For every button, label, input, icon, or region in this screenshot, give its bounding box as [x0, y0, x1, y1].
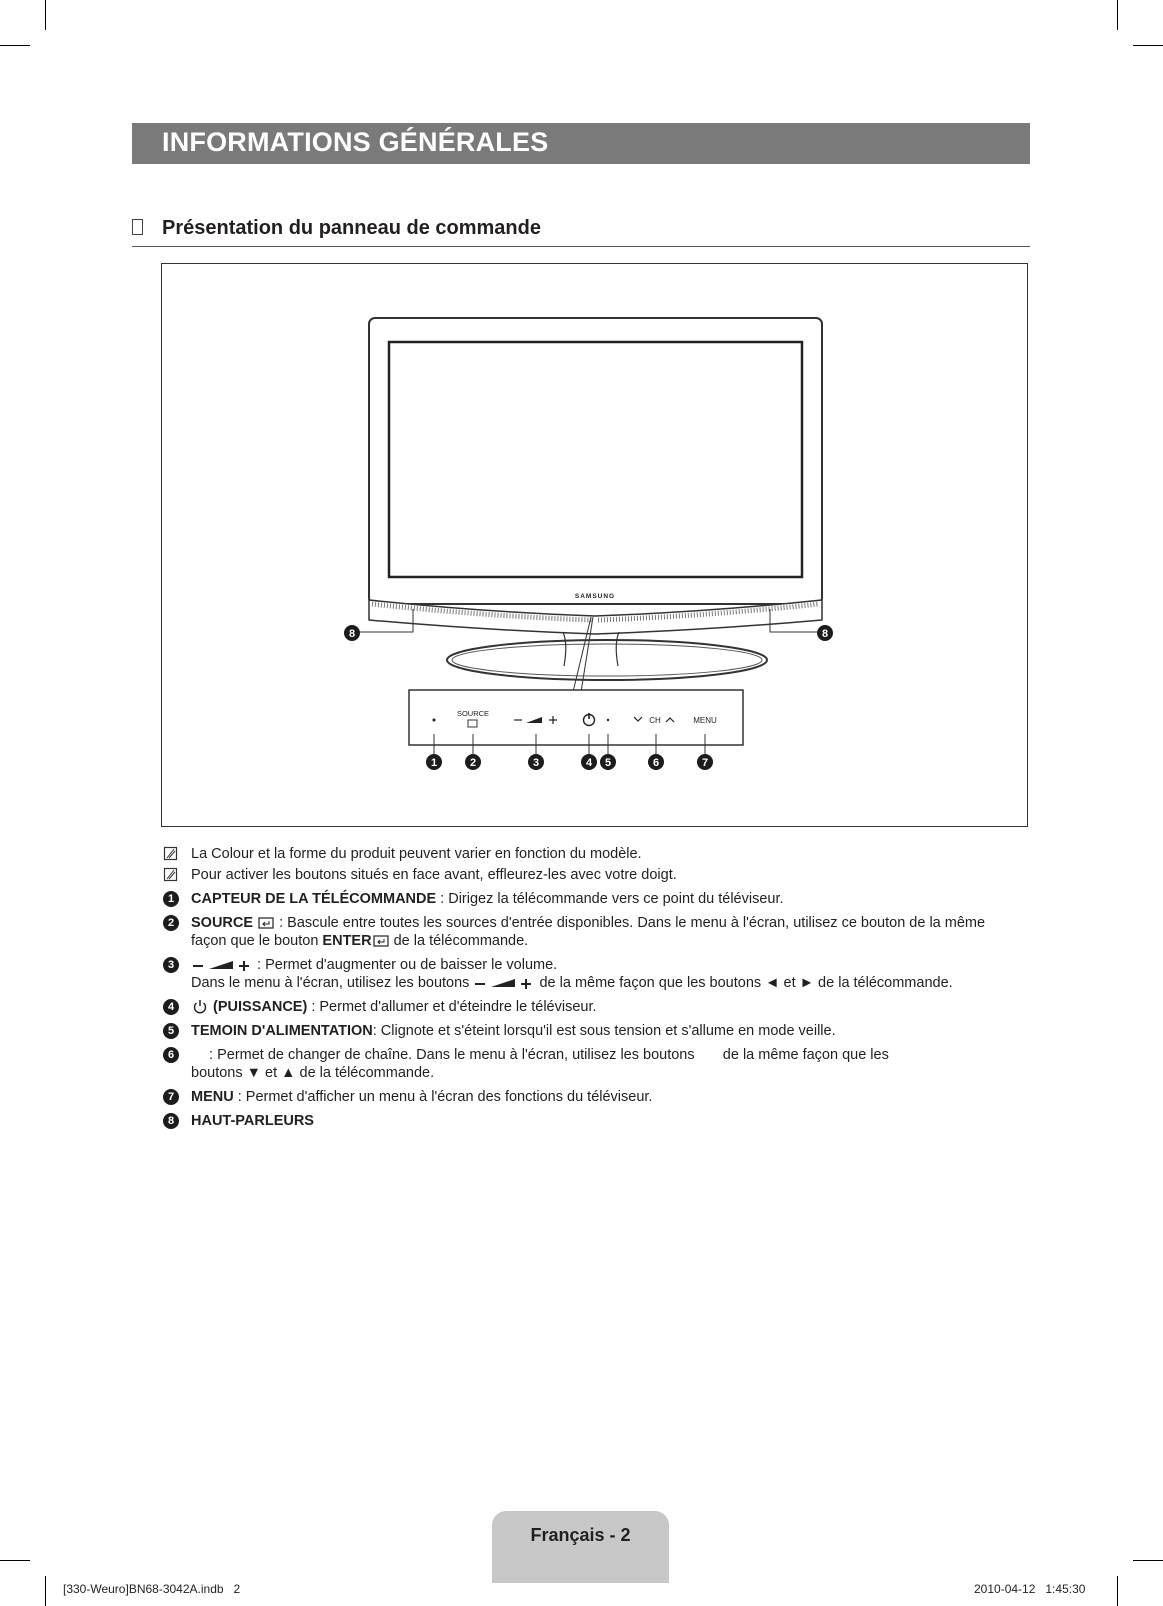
tv-illustration [162, 264, 1029, 828]
item-desc: : Permet d'augmenter ou de baisser le volume. [253, 957, 558, 973]
callout-4: 4 [585, 757, 593, 769]
callout-3: 3 [532, 757, 540, 769]
item-desc: : Clignote et s'éteint lorsqu'il est sous tension et s'allume en mode veille. [372, 1023, 836, 1039]
section-title: Présentation du panneau de commande [162, 217, 541, 239]
item-desc: : Dirigez la télécommande vers ce point du téléviseur. [436, 891, 784, 907]
item-desc: : Permet d'afficher un menu à l'écran des fonctions du téléviseur. [233, 1089, 653, 1105]
tv-brand-logo: SAMSUNG [574, 593, 616, 600]
item-desc-2: boutons ▼ et ▲ de la télécommande. [191, 1065, 435, 1081]
item-term: TEMOIN D'ALIMENTATION [191, 1023, 373, 1039]
crop-mark [45, 0, 46, 30]
item-desc: : Permet d'allumer et d'éteindre le téléviseur. [307, 999, 597, 1015]
item-term: SOURCE [191, 915, 254, 931]
note-icon [163, 846, 179, 862]
section-heading [132, 212, 1030, 247]
volume-icon [473, 976, 535, 990]
source-enter-icon [257, 916, 275, 930]
section-bullet-icon [132, 219, 143, 235]
callout-7: 7 [701, 757, 709, 769]
item-power-indicator [160, 1022, 1040, 1040]
item-desc-2a: Dans le menu à l'écran, utilisez les boutons [191, 975, 474, 991]
volume-icon [191, 958, 253, 972]
panel-source-label: SOURCE [456, 709, 490, 718]
footer-file-name: [330-Weuro]BN68-3042A.indb 2 [63, 1582, 241, 1596]
crop-mark [1117, 1576, 1118, 1606]
footer-timestamp: 2010-04-12 1:45:30 [974, 1582, 1086, 1596]
note-text: Pour activer les boutons situés en face avant, effleurez-les avec votre doigt. [191, 867, 677, 883]
page-number-tab [492, 1511, 669, 1583]
item-source [160, 914, 1040, 950]
item-number: 3 [163, 957, 179, 973]
control-panel-figure [161, 263, 1028, 827]
item-term: MENU [191, 1089, 234, 1105]
item-channel [160, 1046, 1040, 1082]
item-desc-2b: de la télécommande. [389, 933, 529, 949]
item-number: 1 [163, 891, 179, 907]
crop-mark [1117, 0, 1118, 30]
callout-1: 1 [430, 757, 438, 769]
note-item [160, 845, 1040, 863]
item-number: 8 [163, 1113, 179, 1129]
callout-5: 5 [604, 757, 612, 769]
item-number: 6 [163, 1047, 179, 1063]
description-list [160, 845, 1040, 1130]
item-desc: : Bascule entre toutes les sources d'entrée disponibles. Dans le menu à l'écran, utilisez ce bouton de la même [275, 915, 986, 931]
enter-icon [372, 934, 390, 948]
item-desc-2a: façon que le bouton [191, 933, 323, 949]
item-term: CAPTEUR DE LA TÉLÉCOMMANDE [191, 891, 437, 907]
callout-8-right: 8 [821, 628, 829, 640]
note-icon [163, 867, 179, 883]
item-volume [160, 956, 1040, 992]
item-number: 2 [163, 915, 179, 931]
item-menu [160, 1088, 1040, 1106]
callout-8-left: 8 [348, 628, 356, 640]
crop-mark [0, 1560, 30, 1561]
item-desc-2b: de la même façon que les boutons ◄ et ► de la télécommande. [535, 975, 953, 991]
item-speakers [160, 1112, 1040, 1130]
power-icon [191, 999, 209, 1014]
crop-mark [1133, 45, 1163, 46]
item-power [160, 998, 1040, 1016]
item-remote-sensor [160, 890, 1040, 908]
panel-ch-label: CH [649, 716, 661, 725]
item-term: HAUT-PARLEURS [191, 1113, 314, 1129]
crop-mark [45, 1576, 46, 1606]
item-number: 4 [163, 999, 179, 1015]
item-term-enter: ENTER [322, 933, 372, 949]
note-item [160, 866, 1040, 884]
chapter-title: INFORMATIONS GÉNÉRALES [162, 127, 549, 157]
item-term: (PUISSANCE) [213, 999, 308, 1015]
callout-6: 6 [652, 757, 660, 769]
page-number: Français - 2 [530, 1525, 631, 1545]
callout-2: 2 [469, 757, 477, 769]
chapter-header-bar [132, 123, 1030, 164]
crop-mark [1133, 1560, 1163, 1561]
panel-menu-label: MENU [693, 716, 717, 725]
item-number: 7 [163, 1089, 179, 1105]
crop-mark [0, 45, 30, 46]
item-desc: : Permet de changer de chaîne. Dans le menu à l'écran, utilisez les boutons de la même façon que les [205, 1047, 889, 1063]
note-text: La Colour et la forme du produit peuvent varier en fonction du modèle. [191, 846, 642, 862]
item-number: 5 [163, 1023, 179, 1039]
